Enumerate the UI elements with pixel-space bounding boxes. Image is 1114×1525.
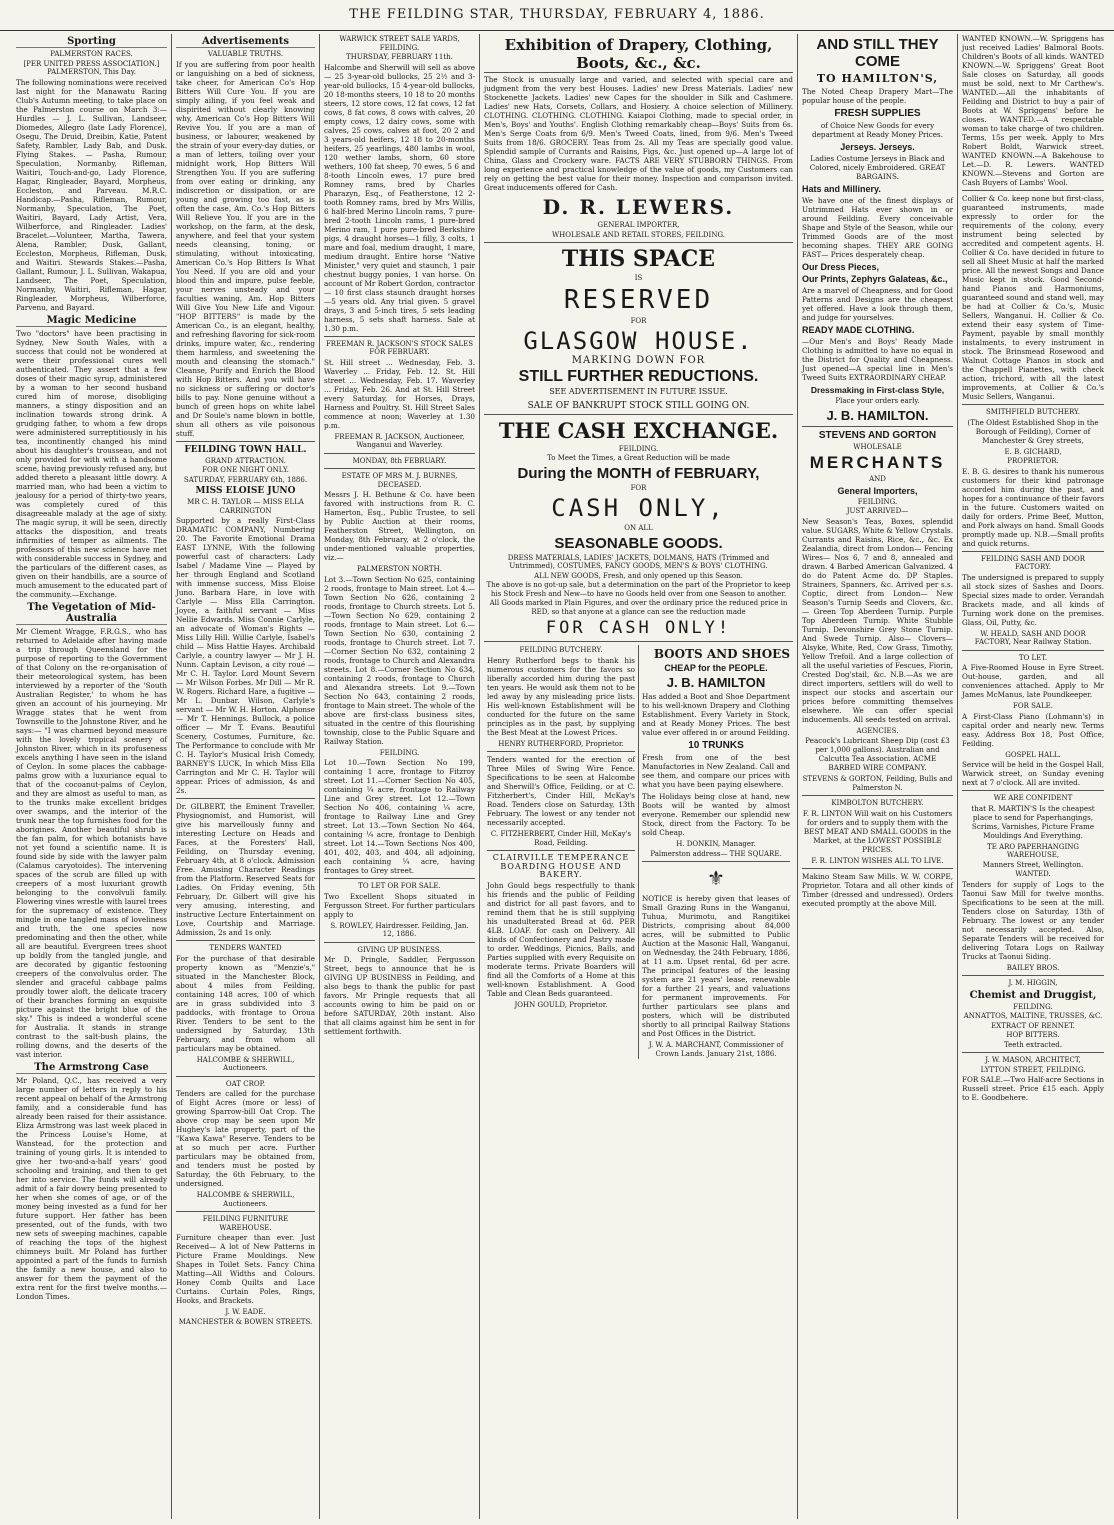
stevens-gorton-ad: New Season's Teas, Boxes, splendid value. SUGARS, White & Yellow Crystals. Currants and Raisins, Rice, &c., &c. Ex Zealandia, direct from London— Fencing Wires— Nos 6, 7 and 8, annealed and drawn. 4 Barbed American Galvanized. 4 do do Patent Acme do. DP Staples. Strainers, Spanners, &c. Arrived per s.s. Coptic, direct from London— New Season's Turnip Seeds and Clovers, &c.— Green Top Aberdeen Turnip. Purple Top Aberdeen Turnip. White Stubble Turnip. Devonshire Grey Stone Turnip. And Swede Turnip. Also— Clovers— Alsyke, White, Red, Cow Grass, Timothy, Yellow Trefoil. And a large collection of all the useful varieties of Fescues, Fiorin, Crested Dog'stail, &c. N.B.—As we are direct importers, settlers will do well to inspect our stocks and ascertain our prices before committing themselves elsewhere. We can offer special inducements. All seeds tested on arrival.: [802, 516, 953, 724]
town-hall-star: MISS ELOISE JUNO: [195, 486, 296, 496]
logs-heading: WANTED.: [1015, 870, 1051, 878]
space-line-8: SEE ADVERTISEMENT IN FUTURE ISSUE.: [549, 386, 728, 396]
fresh-supplies-text: of Choice New Goods for every department at Ready Money Prices.: [811, 121, 944, 139]
chemist-sub: ANNATTOS, MALTINE, TRUSSES, &C.: [963, 1012, 1103, 1020]
furniture-ad: Furniture cheaper than ever. Just Received— A lot of New Patterns in Picture Frame Mouldings. New Shapes in Toilet Sets. Fancy China Matting—All Widths and Colours. Honey Comb Quilts and Lace Curtains. Curtain Poles, Rings, Hooks, and Brackets.: [176, 1233, 315, 1305]
cash-line-8: ALL NEW GOODS, Fresh, and only opened up this Season.: [534, 571, 743, 580]
jerseys-heading: Jerseys. Jerseys.: [840, 142, 915, 152]
smithfield-text: (The Oldest Established Shop in the Borough of Feilding), Corner of Manchester & Grey streets,: [967, 417, 1099, 445]
piano-ad: A First-Class Piano (Lohmann's) in capital order and nearly new. Terms easy. Address Box 18, Post Office, Feilding.: [962, 711, 1104, 748]
town-hall-line-3: SATURDAY, FEBRUARY 6th, 1886.: [183, 475, 308, 484]
tenders-heading: TENDERS WANTED: [209, 944, 282, 952]
masthead: THE FEILDING STAR, THURSDAY, FEBRUARY 4, 1886.: [0, 0, 1114, 31]
column-4-subcolumns: [484, 645, 793, 1059]
town-hall-line-2: FOR ONE NIGHT ONLY.: [202, 466, 289, 474]
sash-ad: The undersigned is prepared to supply all stock sizes of Sashes and Doors. Special sizes made to order. Verandah Brackets made, and all kinds of Turning work done on the premises. Glass, Oil, Putty, &c.: [962, 572, 1104, 627]
kimbolton-ad: F. R. LINTON Will wait on his Customers for orders and to supply them with the BEST MEAT AND SMALL GOODS in the Market, at the LOWEST POSSIBLE PRICES.: [802, 808, 953, 854]
butchery-signature: HENRY RUTHERFORD, Proprietor.: [498, 739, 624, 748]
feilding-label: FEILDING.: [857, 497, 898, 506]
divider: [802, 868, 953, 869]
sporting-heading: Sporting: [16, 36, 167, 48]
mason-name: J. W. MASON, ARCHITECT,: [985, 1056, 1081, 1064]
divider: [176, 1211, 315, 1212]
divider: [324, 942, 475, 943]
dressmaking-heading: Dressmaking in First-class Style,: [810, 385, 945, 395]
races-heading: PALMERSTON RACES.: [50, 50, 133, 58]
town-hall-line-1: GRAND ATTRACTION.: [205, 456, 286, 465]
divider: [962, 190, 1104, 191]
general-importers: General Importers,: [837, 485, 918, 496]
gould-signature: JOHN GOULD, Proprietor.: [514, 1000, 608, 1009]
column-2: [172, 34, 320, 1519]
palmerston-lots: Lot 3.—Town Section No 625, containing 2 roods, frontage to Main street. Lot 4.—Town Section No 626, containing 2 roods, frontage to Church streets. Lot 5.—Town Section No 629, containing 2 roods, frontage to Main street. Lot 6.—Town Section No 630, containing 2 roods, frontage to Church street. Lot 7.—Corner Section No 632, containing 2 roods, frontage to Church and Alexandra streets. Lot 8.—Corner Section No 634, containing 2 roods, frontage to Church and Alexandra streets. Lot 9.—Town Section No 643, containing 2 roods, frontage to Main street. The whole of the above are first-class business sites, situated in the centre of this flourishing township, close to the Public Square and Railway Station.: [324, 574, 475, 746]
armstrong-article: Mr Poland, Q.C., has received a very large number of letters in reply to his recent appeal on behalf of the Armstrong family, and a considerable fund has already been raised for their assistance. Eliza Armstrong was last week placed in the Princess Louise's Home, at Wanstead, for the protection and training of young girls. It is intended to give her two-and-a-half years' good schooling and training, and then to get her into service. The funds will already admit of a fair dowry being presented to her when she comes of age, or of the money being invested as a fund for her future support. Her father has been presented, out of the funds, with two new sets of sweeping machines, capable of reaching the tops of the highest chimneys built. Mr Poland has further appointed a part of the funds to furnish the family a new house, and also to answer for them the payment of the extra rent for the first twelve months.—London Times.: [16, 1075, 167, 1301]
cash-month: During the MONTH of FEBRUARY,: [517, 464, 760, 482]
trunks-ad: Fresh from one of the best Manufactories in New Zealand. Call and see them, and compare our prices with what you have been paying elsewhere.: [642, 753, 790, 789]
hamilton-name: J. B. HAMILTON: [666, 675, 766, 690]
town-hall-ad: Supported by a really First-Class DRAMATIC COMPANY, Numbering 20. The Favorite Emotional Drama EAST LYNNE, With the following powerful cast of characters: Lady Isabel / Madame Vine — Played by her through England and Scotland with immense success, Miss Eloise Juno. Barbara Hare, in love with Carlyle — Miss Ella Carrington. Joyce, a faithful servant — Miss Nellie Edwards. Miss Connie Carlyle, an advocate of Woman's Rights — Miss Lilly Hill. Willie Carlyle, Isabel's child — Miss Hattie Hayes. Archibald Carlyle, a country lawyer — Mr J. H. Nunn. Captain Levison, a city roué — Mr C. H. Taylor. Lord Mount Severn — Mr Wilson Forbes. Mr Dill — Mr R. W. Rogers. Richard Hare, a fugitive — Mr L. Dunbar. Wilson, Carlyle's servant — Mr W. H. Horton. Alphonse — Mr T. Hennings. Bullock, a police officer — Mr T. Evans. Beautiful Scenery, Costumes, Furniture, &c. The Performance to conclude with Mr C. H. Taylor's Musical Irish Comedy, BARNEY'S LUCK, In which Miss Ella Carrington and Mr C. H. Taylor will appear. Prices of admission, 4s and 2s.: [176, 516, 315, 795]
column-5: [798, 34, 958, 1519]
to-let-heading: TO LET OR FOR SALE.: [358, 882, 441, 890]
divider: [802, 795, 953, 796]
column-1: [12, 34, 172, 1519]
temperance-heading: CLAIRVILLE TEMPERANCE BOARDING HOUSE AND BAKERY.: [492, 853, 630, 879]
boots-ad: Has added a Boot and Shoe Department to his well-known Drapery and Clothing Establishment. Every Variety in Stock, and at Ready Money Prices. The best value ever offered in or around Feilding.: [642, 692, 790, 737]
divider: [324, 878, 475, 879]
rowley-signature: S. ROWLEY, Hairdresser. Feilding, Jan. 12, 1886.: [330, 921, 469, 938]
for-sale-heading: FOR SALE.: [1013, 702, 1053, 710]
divider: [962, 650, 1104, 651]
advertisements-heading: Advertisements: [176, 36, 315, 48]
butchery-ad: Henry Rutherford begs to thank his numerous customers for the favors so liberally accorded him during the past ten years. He would ask them not to be led away by any misleading price lists. His well-known Establishment will be conducted for the future on the same principles as in the past, by supplying the Best Meat at the Lowest Prices.: [487, 655, 635, 737]
space-line-4: FOR: [630, 316, 647, 325]
boots-subheading: CHEAP for the PEOPLE.: [664, 663, 768, 673]
ready-made-heading: READY MADE CLOTHING.: [802, 325, 915, 335]
martins-ad: that R. MARTIN'S Is the cheapest place to send for Paperhangings, Scrims, Varnishes, Picture Frame Mouldings And Everything.: [971, 803, 1095, 840]
chemist-location: FEILDING.: [1013, 1002, 1053, 1011]
wanted-ads: WANTED KNOWN.—W. Spriggens has just received Ladies' Balmoral Boots. Children's Boots of all kinds. WANTED KNOWN.—W. Spriggens' Great Boot Sale closes on Saturday, all goods must be sold, next to Mr Carthew's. WANTED.—All the inhabitants of Feilding and District to buy a pair of Boots at W. Spriggens' before he closes. WANTED.—A respectable woman to take charge of two children. Terms, 15s per week. Apply to Mrs Robert Boldt, Warwick street. WANTED KNOWN.—A Bakehouse to Let.—D. R. Lewers. WANTED KNOWN.—Stevens and Gorton are Cash Buyers of Lambs' Wool.: [962, 34, 1104, 187]
divider: [176, 1076, 315, 1077]
halcombe-signature: HALCOMBE & SHERWILL, Auctioneers.: [196, 1055, 295, 1072]
cash-line-9: The above is no got-up sale, but a determination on the part of the Proprietor to keep his Stock Fresh and New—to have no Goods held over from one Season to another.: [486, 581, 791, 598]
gichard-ad: E. B. G. desires to thank his numerous customers for their kind patronage accorded him during the past, and hopes for a continuance of their favors in the future. Customers waited on daily for orders. Prime Beef, Mutton, and Pork always on hand. Small Goods promptly made up. N.B.—Small profits and quick returns.: [962, 466, 1104, 548]
sale-yards-heading: WARWICK STREET SALE YARDS, FEILDING.: [339, 35, 460, 52]
divider: [484, 641, 793, 642]
heald-signature: W. HEALD, SASH AND DOOR FACTORY, Near Railway Station.: [974, 629, 1092, 646]
divider: [487, 850, 635, 851]
burnes-heading: ESTATE OF MRS M. J. BURNES, DECEASED.: [341, 472, 458, 489]
prints-text: Are a marvel of Cheapness, and for Good Patterns and Designs are the cheapest yet offered. Have a look through them, and judge for yourselves.: [802, 286, 953, 322]
holidays-ad: The Holidays being close at hand, new Boots will be wanted by almost everyone. Remember our splendid new Stock, direct from the Factory. To be sold Cheap.: [642, 792, 790, 837]
to-hamiltons: TO HAMILTON'S,: [816, 72, 939, 85]
eade-signature: J. W. EADE.: [225, 1308, 266, 1316]
bailey-signature: BAILEY BROS.: [1006, 963, 1060, 972]
agencies-heading: AGENCIES.: [856, 726, 899, 735]
feilding-lots: Lot 10.—Town Section No 199, containing 1 acre, frontage to Fitzroy street. Lot 11.—Corner Section No 405, containing ¼ acre, frontage to Railway Line and Grey street. Lot 12.—Town Section No 406, containing ¼ acre, frontage to Railway Line and Grey street. Lot 13.—Town Section No 464, containing ¼ acre, frontage to Denbigh street. Lot 14.—Town Sections Nos 400, 401, 402, 403, and 404, all adjoining, each containing ¼ acre, having frontages to Grey street.: [324, 758, 475, 875]
column-6: [958, 34, 1108, 1519]
exhibition-ad: The Stock is unusually large and varied, and selected with special care and judgment from the very best Houses. Ladies' new Dress Materials. Ladies' new Stockenette Jackets. Ladies' new Capes for the shoulder in Silk and Cashmere. Ladies' new Hats, Corsets, Collars, and Hosiery. A choice selection of Millinery. CLOTHING. CLOTHING. CLOTHING. Kaiapoi Clothing, made to special order, in Men's, Boys' and Youths'. English Clothing remarkably cheap—Boys' Suits from 6s. Men's Serge Coats from 6/9. Men's Tweed Coats, lined, from 9/6. Men's Tweed Suits from 18/6. GROCERY. Teas from 2s. All my Teas are specially good value. Splendid sample of Currants and Raisins, Figs, &c. Just opened up—A large lot of China, Glass and Crockery ware. FACTS ARE VERY STUBBORN THINGS. From long experience and practical knowledge of the value of goods, my Customers can rely on getting the best value for their money. Inspection and comparison invited. Great inducements offered for Cash.: [484, 75, 793, 192]
town-hall-heading: FEILDING TOWN HALL.: [184, 444, 307, 455]
divider: [962, 1052, 1104, 1053]
royal-crest-icon: ⚜: [707, 866, 725, 890]
to-let-ad: Two Excellent Shops situated in Fergusson Street. For further particulars apply to: [324, 891, 475, 919]
fresh-supplies-heading: FRESH SUPPLIES: [834, 108, 921, 119]
cash-on-all: ON ALL: [624, 524, 653, 532]
seasonable-goods: SEASONABLE GOODS.: [554, 534, 723, 552]
crown-lands-notice: NOTICE is hereby given that leases of Small Grazing Runs in the Wanganui, Tuhua, Murimotu, and Rangitikei Districts, comprising about 84,000 acres, will be submitted to Public Auction at the Masonic Hall, Wanganui, on Wednesday, the 24th February, 1886, at 11 a.m. Upset rental, 6d per acre. The principal features of the leasing system are 21 years' lease, renewable for a further 21 years, and valuations for permanent improvements. For further particulars see plans and posters, which will be distributed shortly to all principal Railway Stations and Post Offices in the District.: [642, 894, 790, 1038]
town-hall-cast: MR C. H. TAYLOR — MISS ELLA CARRINGTON: [187, 498, 304, 515]
hats-heading: Hats and Millinery.: [802, 184, 881, 194]
jb-hamilton: J. B. HAMILTON.: [826, 407, 929, 423]
merchants-heading: MERCHANTS: [809, 453, 946, 472]
divider: [324, 336, 475, 337]
reserved-banner: RESERVED: [563, 284, 714, 315]
jackson-ad: St. Hill street ... Wednesday, Feb. 3. Waverley ... Friday, Feb. 12. St. Hill street ... Wednesday, Feb. 17. Waverley ... Friday, Feb. 26. And at St. Hill Street every Saturday, for Horses, Drays, Harness and Poultry. St. Hill Street Sales commence at noon; Waverley at 1.30 p.m.: [324, 357, 475, 430]
halcombe-signature-2: HALCOMBE & SHERWILL, Auctioneers.: [196, 1191, 295, 1208]
dressmaking-sub: Place your orders early.: [835, 397, 920, 405]
fitzherbert-signature: C. FITZHERBERT, Cinder Hill, McKay's Road, Feilding.: [490, 830, 632, 847]
vegetation-heading: The Vegetation of Mid-Australia: [16, 602, 167, 625]
confident-heading: WE ARE CONFIDENT: [993, 794, 1073, 802]
divider: [642, 861, 790, 862]
gospel-ad: Service will be held in the Gospel Hall, Warwick street, on Sunday evening next at 7 o'clock. All are invited.: [962, 760, 1104, 787]
hop-bitters-ad: If you are suffering from poor health or languishing on a bed of sickness, take cheer, for American Co's Hop Bitters Will Cure You. If you are simply ailing, if you feel weak and dispirited without clearly knowing why, American Co's Hop Bitters Will Revive You. If you are a man of business, or labourer, weakened by the strain of your every-day duties, or a man of letters, toiling over your midnight work, Hop Bitters Will Strengthen You. If you are suffering from over eating or drinking, any indiscretion or dissipation, or are young and growing too fast, as is often the case, Am. Co.'s Hop Bitters Will Relieve You. If you are in the workshop, on the farm, at the desk, anywhere, and feel that your system needs cleansing, toning, or stimulating, without intoxicating, American Co.'s Hop Bitters Is What You Need. If you are old and your blood thin and impure, pulse feeble, your nerves unsteady and your faculties waning, Am. Hop Bitters Will Give You New Life and Vigour. "HOP BITTERS" is made by the American Co., is an elegant, healthy, and refreshing flavoring for sick-room drinks, impure water, &c., rendering them harmless, and sweetening the mouth and cleansing the stomach." Cleanse, Purify and Enrich the Blood with Hop Bitters. And you will have no sickness or suffering or doctor's bills to pay. None genuine without a bunch of green hops on white label and Dr Soule's name blown in bottle, shun all others as vile poisonous stuff.: [176, 59, 315, 438]
aro-address: Manners Street, Wellington.: [982, 860, 1084, 869]
saw-mill-ad: Makino Steam Saw Mills. W. W. CORPE, Proprietor. Totara and all other kinds of Timber (dressed and undressed). Orders executed promptly at the above Mill.: [802, 872, 953, 908]
divider: [324, 453, 475, 454]
armstrong-heading: The Armstrong Case: [16, 1062, 167, 1074]
ready-made-text: —Our Men's and Boys' Ready Made Clothing is admitted to have no equal in the District for Quality and Cheapness. Just opened—A special line in Men's Tweed Suits EXTRAORDINARY CHEAP.: [802, 337, 953, 382]
divider: [802, 426, 953, 427]
magic-article: Two "doctors" have been practising in Sydney, New South Wales, with a success that could not be wondered at were their professional cures well authenticated. They assert that a few doses of their magic syrup, administered by a woman to her second husband cured him of morose, disobliging manners, a stingy disposition and an inclination towards strong drink. A grudging father, to whom a few drops were administered surreptitiously in his tea, incontinently changed his mind about his daughter's trousseau, and not only provided for with with a handsome scene, having previously refused any, but added thereto a pleasant little dowry. A married man, who had been a victim to jealousy for a period of thirty-two years, was completely cured of this disagreeable malady at the age of sixty. The magic syrup, it will be seen, directly attacks the disposition, and treats infirmities of temper as ailments. The professors of this new science have met with considerable success in Sydney, and the particulars of the different cases, as given on their handbills, are a source of much amusement to the educated part of the community.—Exchange.: [16, 328, 167, 599]
magic-heading: Magic Medicine: [16, 315, 167, 327]
gospel-heading: GOSPEL HALL.: [1005, 750, 1061, 759]
burnes-ad: Messrs J. H. Bethune & Co. have been favored with instructions from R. C. Hamerton, Esq., Public Trustee, to sell by Public Auction at their rooms, Featherston Street, Wellington, on Monday, 8th February, at 2 o'clock, the under-mentioned valuable properties, viz.—: [324, 490, 475, 562]
dress-heading: Our Dress Pieces,: [802, 262, 880, 272]
prints-heading: Our Prints, Zephyrs Galateas, &c.,: [802, 274, 948, 284]
gilbert-ad: Dr. GILBERT, the Eminent Traveller, Physiognomist, and Humorist, will give his marvellously funny and interesting Lecture on Heads and Faces, at the Foresters' Hall, Feilding, on Thursday evening, February 4th, at 8 o'clock. Admission Free. Amusing Character Readings from the Platform. Reserved Seats for Ladies. On Friday evening, 5th February, Dr. Gilbert will give his very amusing, interesting, and instructive Lecture Entertainment on Love, Courtship and Marriage. Admission, 2s and 1s only.: [176, 802, 315, 937]
space-line-2: IS: [634, 274, 643, 282]
still-they-come: AND STILL THEY COME: [816, 36, 939, 70]
lewers-subtitle-2: WHOLESALE AND RETAIL STORES, FEILDING.: [551, 230, 726, 239]
divider: [962, 551, 1104, 552]
divider: [484, 414, 793, 415]
jerseys-text: Ladies Costume Jerseys in Black and Colored, nicely Embroidered. GREAT BARGAINS.: [809, 154, 946, 181]
column-4: [480, 34, 798, 1519]
aro-heading: TE ARO PAPERHANGING WAREHOUSE,: [987, 842, 1079, 859]
feilding-subheading: FEILDING.: [379, 748, 420, 757]
monday-line: MONDAY, 8th FEBRUARY.: [352, 456, 447, 465]
cash-line-7: DRESS MATERIALS, LADIES' JACKETS, DOLMANS, HATS (Trimmed and Untrimmed), COSTUMES, FANCY GOODS, MEN'S & BOYS' CLOTHING.: [507, 553, 770, 570]
space-line-6: MARKING DOWN FOR: [571, 355, 706, 366]
furniture-heading: FEILDING FURNITURE WAREHOUSE.: [202, 1215, 289, 1232]
cash-only-banner: CASH ONLY,: [551, 494, 726, 522]
bankrupt-line: SALE OF BANKRUPT STOCK STILL GOING ON.: [527, 401, 750, 411]
divider: [176, 441, 315, 442]
sections-ad: FOR SALE.—Two Half-acre Sections in Russell street. Price £15 each. Apply to E. Goodbehere.: [962, 1075, 1104, 1102]
oat-ad: Tenders are called for the purchase of Eight Acres (more or less) of growing Sparrow-bill Oat Crop. The above crop may be seen upon Mr Hughey's late property, part of the "Kawa Kawa" Reserve. Tenders to be at so much per acre. Further particulars may be obtained from, and tenders must be posted by Saturday, the 6th February, to the undersigned.: [176, 1089, 315, 1188]
giving-up-heading: GIVING UP BUSINESS.: [357, 945, 442, 954]
divider: [324, 468, 475, 469]
rennet-line: EXTRACT OF RENNET.: [991, 1021, 1075, 1030]
lewers-name: D. R. LEWERS.: [542, 195, 735, 219]
agencies-text: Peacock's Lubricant Sheep Dip (cost £3 per 1,000 gallons). Australian and Calcutta Tea Association. ACME BARBED WIRE COMPANY.: [805, 736, 950, 772]
logs-ad: Tenders for supply of Logs to the Taonui Saw Mill for twelve months. Specifications to be seen at the mill. Tenders close on Saturday, 13th of February. The lowest or any tender not necessarily accepted. Also, Separate Tenders will be received for delivering Totara Logs on Railway Trucks at Taonui Siding.: [962, 879, 1104, 961]
sash-heading: FEILDING SASH AND DOOR FACTORY.: [980, 554, 1086, 571]
and-label: AND: [869, 475, 886, 483]
divider: [962, 790, 1104, 791]
hats-text: We have one of the finest displays of Untrimmed Hats ever shown in or around Feilding. Every conceivable Shape and Style of the Season, while our Trimmed Goods are of the most becoming shapes. THEY ARE GOING FAST— Prices desperately cheap.: [802, 196, 953, 259]
cash-line-1: To Meet the Times, a Great Reduction will be made: [547, 454, 730, 462]
cash-for: FOR: [630, 483, 647, 492]
column-4-left: [484, 645, 638, 1059]
trunks-heading: 10 TRUNKS: [688, 740, 744, 751]
newspaper-columns: [12, 34, 1108, 1519]
cash-location: FEILDING.: [618, 444, 659, 453]
just-arrived: JUST ARRIVED—: [846, 507, 909, 515]
palmerston-north-subheading: PALMERSTON NORTH.: [357, 565, 442, 573]
for-cash-only-banner: FOR CASH ONLY!: [545, 618, 732, 638]
stevens-gorton-signature: STEVENS & GORTON, Feilding, Bulls and Palmerston N.: [802, 775, 953, 792]
gichard-name: E. B. GICHARD,: [1004, 447, 1062, 456]
exhibition-heading: Exhibition of Drapery, Clothing, Boots, &c., &c.: [484, 36, 793, 73]
space-line-1: THIS SPACE: [561, 246, 716, 272]
cash-exchange-heading: THE CASH EXCHANGE.: [498, 417, 779, 443]
jackson-signature: FREEMAN R. JACKSON, Auctioneer, Wanganui and Waverley.: [334, 432, 465, 449]
wholesale-label: WHOLESALE: [853, 442, 902, 451]
butchery-heading: FEILDING BUTCHERY.: [519, 646, 603, 654]
oat-heading: OAT CROP.: [225, 1079, 266, 1088]
linton-signature: F. R. LINTON WISHES ALL TO LIVE.: [811, 856, 944, 865]
to-let-ad: A Five-Roomed House in Eyre Street. Out-house, garden, and all conveniences attached. Apply to Mr James McManus, late Poundkeeper.: [962, 663, 1104, 699]
palmerston-address: Palmerston address— THE SQUARE.: [650, 849, 782, 858]
collier-ads: Collier & Co. keep none but first-class, guaranteed instruments, made expressly to order for the requirements of the colony, every instrument being selected by accredited and competent agents. H. Collier & Co. have decided in future to sell all Sheet Music at half the marked price. All the newest Songs and Dance Music kept in stock. Good Second-hand Pianos and Harmoniums, guaranteed sound and stand well, may be had at Collier & Co.'s, Music Sellers, Wanganui. H. Collier & Co. extend their easy system of Time-Payment, payable by small monthly instalments, to every instrument in stock. The Brinsmead Rosewood and Walnut Cottage Pianos in stock and the Chappell Pianettes, with check action, trichord, with all the latest improvements, at Collier & Co.'s Music Sellers, Wanganui.: [962, 194, 1104, 401]
sale-yards-ad: Halcombe and Sherwill will sell as above— 25 3-year-old bullocks, 25 2½ and 3-year-old bullocks, 15 4-year-old bullocks, 20 18-months steers, 10 18 to 20 months steers, 12 store cows, 12 fat cows, 12 fat cows, 8 fat cows, 8 cows with calves, 20 empty cows, 12 dairy cows, some with calves, 25 cows, calves at foot, 20 2 and 3 years-old heifers, 12 18 to 20-months heifers, 25 yearlings, 480 lambs in wool, 120 wether lambs, shorn, 60 store wethers, 100 fat sheep, 70 ewes, 5 6 and 8-tooth Lincoln ewes, 17 pure bred Romney rams, bred by Charles Pharazyn, Esq., of Featherstone, 12 2-tooth Romney rams, bred by Mrs Willis, 6 half-bred Merino Lincoln rams, 7 pure-bred 2-tooth Lincoln rams, 1 pure-bred Merino ram, 1 pure pure-bred Berkshire pigs, 4 draught horses—1 filly, 3 colts, 1 mare and foal, medium draught, 1 mare, medium draught. Entire horse "Native Minister," very quiet and staunch, 1 pair chestnut buggy ponies, 1 van horse. On account of Mr Robert Gordon, contractor— 10 first class staunch draught horses —5 years old. Any trial given. 5 gravel drays, 3 and 5-inch tires, 5 sets leading harness, 5 sets shaft harness. Sale at 1.30 p.m.: [324, 62, 475, 333]
chemist-heading: Chemist and Druggist,: [969, 989, 1097, 1001]
divider: [176, 940, 315, 941]
smithfield-heading: SMITHFIELD BUTCHERY.: [985, 408, 1080, 416]
temperance-ad: John Gould begs respectfully to thank his friends and the public of Feilding and district for all past favors, and to remind them that he is still supplying his unadulterated Bread at 6d. PER 4LB. LOAF. for cash on Delivery. All kinds of Confectionery and Pastry made to order. Weddings, Picnics, Balls, and Parties supplied with every Requisite on moderate terms. Private Boarders will find all the Comforts of a Home at this well-known Establishment. A Good Table and Clean Beds guaranteed.: [487, 880, 635, 998]
higgin-name: J. M. HIGGIN,: [1008, 979, 1058, 987]
donkin-signature: H. DONKIN, Manager.: [676, 840, 756, 848]
press-assoc-line: [PER UNITED PRESS ASSOCIATION.] PALMERSTON, This Day.: [23, 59, 160, 76]
mason-address: LYTTON STREET, FEILDING.: [980, 1065, 1086, 1074]
vegetation-article: Mr Clement Wragge, F.R.G.S., who has returned to Adelaide after having made a trip through Queensland for the purpose of reporting to the Government of that Colony on the re-organisation of their meteorological system, has been interviewed by a reporter of the 'South Australian Register,' to whom he has given an account of his journeying. Mr Wragge states that he went from Townsville to the Johnstone River, and he says:— "I was charmed beyond measure with the lovely tropical scenery of Johnston River, which in its profuseness excels anything I have seen in the island of Ceylon. In some places the cabbage-palms grow with a luxuriance equal to that of the cocoanut-palms of Ceylon, and they are almost as useful to man, as to the trunks make excellent bridges over swamps, and the interior of the trunk near the top furnishes food for the aborigines. Another beautiful shrub is the fan palm, for which botanists have not yet found a scientific name. It is found side by side with the lawyer palm (Calamus caryotoides). The intervening spaces of the scrub are filled up with creepers of a most luxuriant growth belonging to the convolvuli family. Flowering vines wrestle with laurel trees for the supremacy of existence. They mingle in one tangled mass of loveliness and truth, the one species now predominating and then the other, while all are beautiful. Evergreen trees shoot up boldly from the tangled jungle, and are decorated by gigantic festooning creepers of the convolvulus order. The slender and graceful cabbage palms proudly tower aloft, the delicate tracery of their branches forming an exquisite picture against the bright blue of the sky." This is indeed a wonderful scene for Australia. It stands in strange contrast to the salt-bush plains, the rolling downs, and the deserts of the vast interior.: [16, 626, 167, 1059]
divider: [484, 242, 793, 243]
hop-bitters-line: HOP BITTERS.: [1006, 1031, 1060, 1039]
boots-heading: BOOTS AND SHOES: [653, 647, 790, 661]
lewers-subtitle: GENERAL IMPORTER,: [597, 221, 680, 229]
still-text: The Noted Cheap Drapery Mart—The popular house of the people.: [802, 87, 953, 105]
tenders-ad: For the purchase of that desirable property known as "Menzie's," situated in the Manchester Block, about 4 miles from Feilding, containing 148 acres, 100 of which are in grass subdivided into 3 paddocks, with frontage to Oroua River. Tenders to be sent to the undersigned by Saturday, 13th February, and from whom all particulars may be obtained.: [176, 953, 315, 1053]
races-article: The following nominations were received last night for the Manawatu Racing Club's Autumn meeting, to take place on the Palmerston course on March 3:— Hurdles — J. L. Sullivan, Landseer, Diomedes, Allegro (late Lady Florence), Osegu, The Druid, Dreibin, Katie, Patent Safety, Rambler, Lady Bab, and Dusk. Flying Stakes. — Pasha, Rumour, Speculation, Normanby, Rifleman, Waitiri, Touch-and-go, Lady Florence, Hagar, Ringleader, Bayard, Morpheus, Eccleston, and Parveau. M.R.C. Handicap.—Pasha, Rifleman, Rumour, Normanby, Speculation, The Poet, Waitiri, Bayard, Lady Artist, Vera, Wilberforce, and Ringleader. Ladies' Bracelet.—Volunteer, Martha, Tawera, Alena, Rambler, Dusk, Gallant, Eccleston, Morpheus, Rifleman, Dusk, and Waitiri. Stewards Stakes.—Pasha, Gallant, Rumour, J. L. Sullivan, Wakapua, Landseer, The Poet, Speculation, Normanby, Waitiri, Rifleman, Hagar, Ringleader, Morpheus, Wilberforce, Parvenu, and Bayard.: [16, 77, 167, 312]
kimbolton-heading: KIMBOLTON BUTCHERY.: [831, 799, 924, 807]
giving-up-ad: Mr D. Pringle, Saddler, Fergusson Street, begs to announce that he is GIVING UP BUSINESS in Feilding, and also begs to thank the public for past favors. Mr Pringle requests that all accounts owing to him be paid on or before SATURDAY, 20th instant. Also that all claims against him be sent in for settlement forthwith.: [324, 955, 475, 1036]
marchant-signature: J. W. A. MARCHANT, Commissioner of Crown Lands. January 21st, 1886.: [648, 1041, 784, 1058]
column-4-right: [638, 645, 793, 1059]
divider: [962, 404, 1104, 405]
stevens-gorton-heading: STEVENS AND GORTON: [818, 429, 937, 441]
teeth-line: Teeth extracted.: [1004, 1040, 1062, 1049]
swing-wire-ad: Tenders wanted for the erection of Three Miles of Swing Wire Fence. Specifications to be seen at Halcombe and Sherwill's Office, Feilding, or at C. Fitzherbert's, Cinder Hill, McKay's Road. Tenders close on Saturday, 13th February. The lowest or any tender not necessarily accepted.: [487, 755, 635, 827]
eade-address: MANCHESTER & BOWEN STREETS.: [178, 1317, 313, 1326]
to-let-heading: TO LET.: [1018, 653, 1048, 662]
sale-yards-date: THURSDAY, FEBRUARY 11th.: [346, 53, 453, 61]
jackson-heading: FREEMAN R. JACKSON'S STOCK SALES FOR FEBRUARY.: [325, 339, 474, 356]
divider: [962, 975, 1104, 976]
hop-heading: VALUABLE TRUTHS.: [207, 50, 284, 58]
further-reductions: STILL FURTHER REDUCTIONS.: [518, 367, 759, 385]
gichard-title: PROPRIETOR.: [1007, 457, 1059, 465]
cash-line-10: All Goods marked in Plain Figures, and over the ordinary price the reduced price in RED, so that anyone at a glance can see the reduction made: [489, 599, 788, 616]
divider: [176, 798, 315, 799]
column-3: [320, 34, 480, 1519]
divider: [487, 751, 635, 752]
glasgow-house: GLASGOW HOUSE.: [523, 327, 754, 355]
